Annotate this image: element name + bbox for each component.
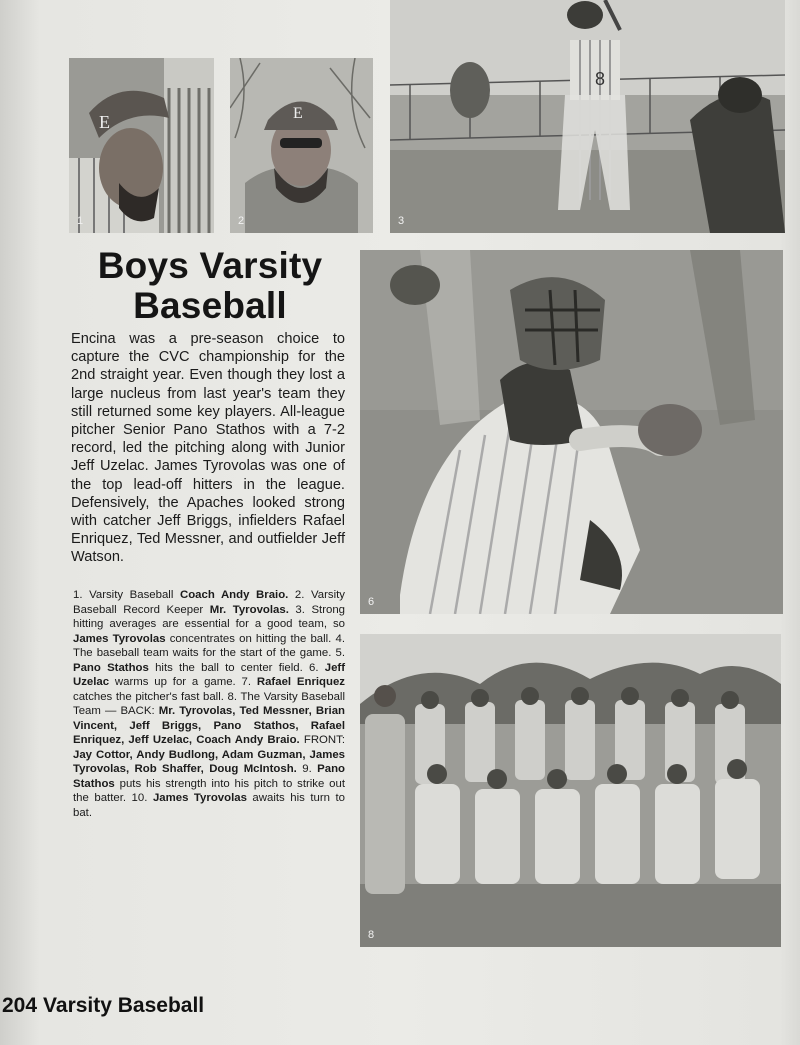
- title-line-1: Boys Varsity: [97, 245, 323, 286]
- caption-1-name: Coach Andy Braio.: [179, 589, 289, 601]
- caption-5-text: hits the ball to center field. 6.: [148, 661, 325, 674]
- caption-5-name: Pano Stathos: [73, 661, 149, 674]
- photo-mr-tyrovolas: [230, 58, 373, 233]
- photo-coach-andy-braio: [69, 58, 214, 233]
- photo-number: 1: [77, 215, 84, 227]
- caption-7-name: Rafael Enriquez: [256, 676, 345, 688]
- photo-number: 2: [238, 215, 245, 227]
- caption-3-name: James Tyrovolas: [73, 632, 166, 645]
- photo-number: 8: [368, 929, 375, 941]
- caption-3-text: 3. Strong hitting averages are essential for a good team, so: [73, 603, 345, 630]
- photo-number: 3: [398, 215, 405, 227]
- caption-6-name: Jeff Uzelac: [73, 661, 345, 688]
- svg-text:E: E: [293, 105, 303, 122]
- section-name: Varsity Baseball: [43, 994, 205, 1017]
- article-body: Encina was a pre-season choice to capture the CVC championship for the 2nd straight year. Even though they lost a large nucleus from last year's team they still returned some key players. All-league pitcher Senior Pano Stathos with a 7-2 record, led the pitching along with Junior Jeff Uzelac. James Tyrovolas was one of the top lead-off hitters in the league. Defensively, the Apaches looked strong with catcher Jeff Briggs, infielders Rafael Enriquez, Ted Messner, and outfielder Jeff Watson.: [71, 331, 345, 566]
- page-number: 204: [2, 994, 38, 1017]
- svg-text:E: E: [99, 112, 110, 132]
- caption-3-4-text: concentrates on hitting the ball. 4. The baseball team waits for the start of the game. 5.: [73, 632, 345, 659]
- caption-9-name: Pano Stathos: [73, 763, 345, 790]
- photo-captions: [73, 588, 345, 820]
- caption-1-text: 1. Varsity Baseball: [73, 589, 180, 601]
- caption-8-front-label: FRONT:: [299, 734, 346, 746]
- photo-varsity-team: [360, 634, 781, 947]
- page-footer: [2, 994, 204, 1018]
- caption-2-name: Mr. Tyrovolas.: [209, 603, 289, 616]
- title-line-2: Baseball: [133, 285, 287, 326]
- caption-8-back-names: Mr. Tyrovolas, Ted Messner, Brian Vincent, Jeff Briggs, Pano Stathos, Rafael Enriquez, Jeff Uzelac, Coach Andy Braio.: [73, 705, 345, 746]
- caption-9-text: 9.: [296, 763, 318, 775]
- photo-catcher-warmup: [360, 250, 783, 614]
- caption-2-text: 2. Varsity Baseball Record Keeper: [73, 589, 345, 616]
- caption-10-name: James Tyrovolas: [152, 792, 247, 804]
- caption-6-text: warms up for a game. 7.: [109, 676, 257, 688]
- caption-8-front-names: Jay Cottor, Andy Budlong, Adam Guzman, James Tyrovolas, Rob Shaffer, Doug McIntosh.: [73, 748, 345, 775]
- svg-text:8: 8: [595, 69, 606, 89]
- caption-7-8-text: catches the pitcher's fast ball. 8. The Varsity Baseball Team — BACK:: [73, 690, 345, 717]
- page-title: [72, 246, 348, 326]
- caption-10-text: awaits his turn to bat.: [73, 792, 346, 819]
- photo-number: 6: [368, 596, 375, 608]
- caption-9-10-text: puts his strength into his pitch to strike out the batter. 10.: [73, 777, 345, 804]
- photo-james-tyrovolas-batting: [390, 0, 785, 233]
